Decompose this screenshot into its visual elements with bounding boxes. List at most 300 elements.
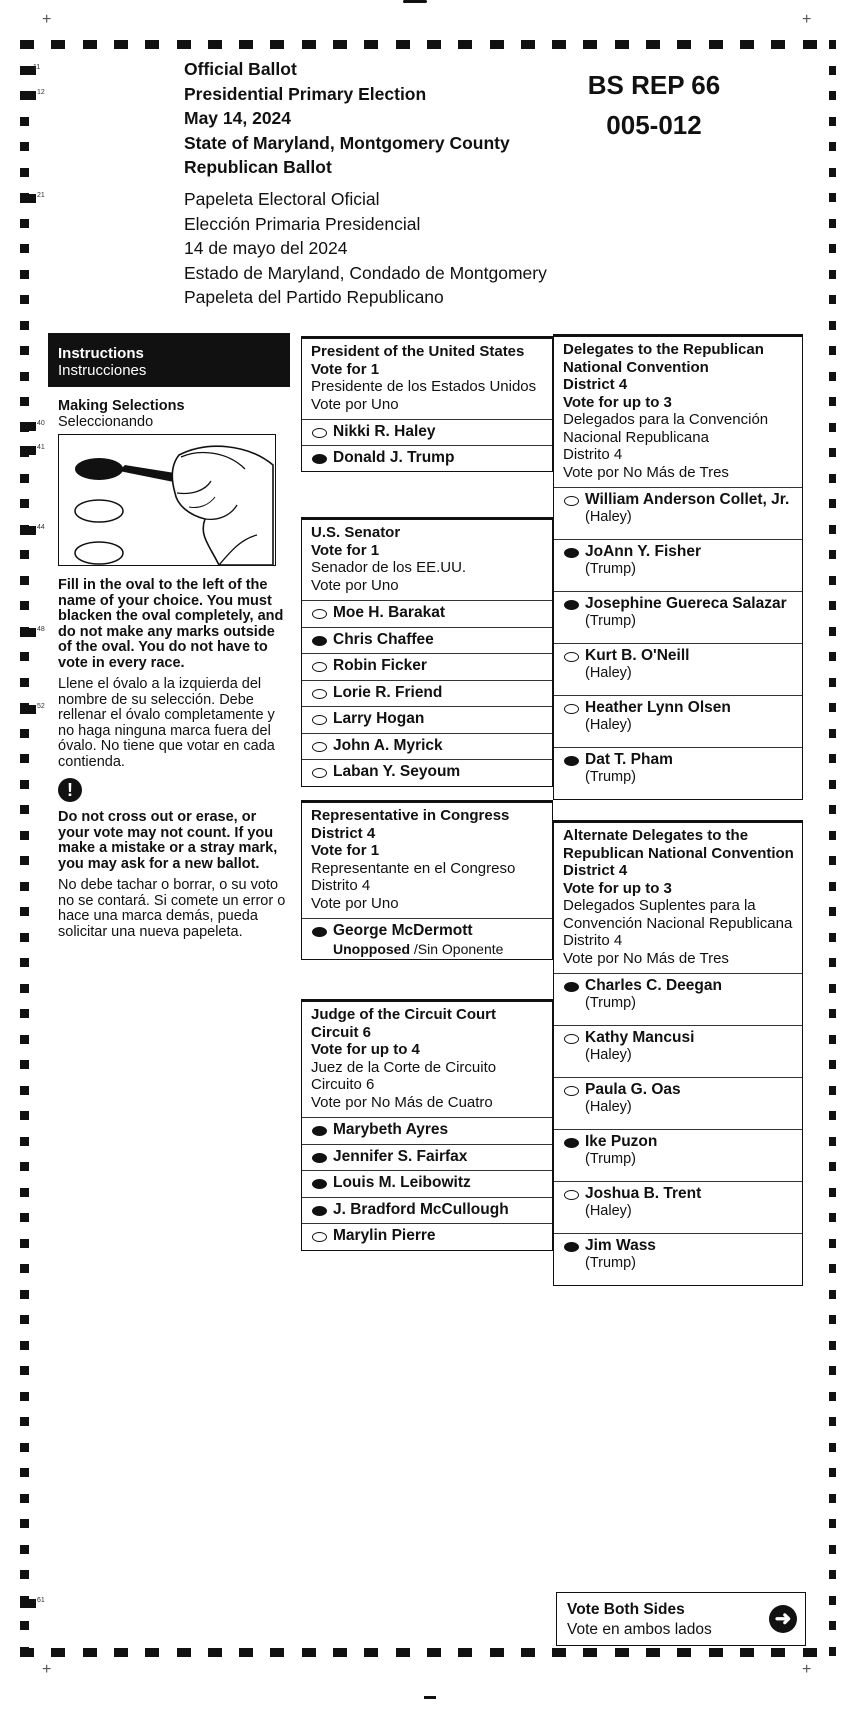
candidate-row[interactable]: [554, 539, 802, 591]
contest-header: [554, 823, 802, 973]
timing-mark: [829, 627, 836, 636]
timing-mark: [20, 1392, 29, 1401]
registration-cross-icon: +: [42, 11, 52, 28]
timing-mark: [83, 40, 97, 49]
vote-oval[interactable]: [312, 1126, 327, 1136]
contest-vote-for: Vote for 1: [311, 541, 380, 559]
candidate-row[interactable]: [302, 1144, 552, 1171]
vote-oval[interactable]: [564, 1086, 579, 1096]
timing-mark: [829, 754, 836, 763]
timing-mark: [20, 1621, 29, 1630]
candidate-note: [333, 941, 503, 957]
header-line: Estado de Maryland, Condado de Montgomery: [184, 262, 547, 283]
timing-mark: [829, 729, 836, 738]
vote-oval[interactable]: [312, 609, 327, 619]
timing-mark: [829, 1417, 836, 1426]
timing-mark: [583, 1648, 597, 1657]
timing-mark: [829, 1366, 836, 1375]
candidate-row[interactable]: [302, 918, 552, 959]
candidate-name: Lorie R. Friend: [333, 683, 443, 701]
candidate-row[interactable]: [302, 419, 552, 445]
header-line: Presidential Primary Election: [184, 83, 427, 104]
candidate-party: (Haley): [585, 717, 632, 733]
timing-mark: [829, 1545, 836, 1554]
candidate-name: Louis M. Leibowitz: [333, 1174, 471, 1191]
timing-mark: [615, 1648, 629, 1657]
candidate-list: [302, 600, 552, 786]
candidate-row[interactable]: [554, 643, 802, 695]
header-line: Republican Ballot: [184, 157, 332, 177]
timing-mark: [20, 1162, 29, 1171]
contest-vote-for: Vote for up to 3: [563, 879, 672, 897]
vote-oval[interactable]: [312, 1153, 327, 1163]
timing-mark: [20, 446, 36, 455]
timing-mark-number: 12: [37, 89, 45, 96]
timing-mark: [20, 1009, 29, 1018]
timing-mark: [20, 372, 29, 381]
candidate-name: Heather Lynn Olsen: [585, 699, 731, 716]
instructions-heading: [48, 333, 290, 387]
timing-mark: [20, 933, 29, 942]
timing-mark: [20, 1290, 29, 1299]
timing-mark: [829, 805, 836, 814]
timing-mark: [20, 628, 36, 637]
candidate-party: (Trump): [585, 1151, 637, 1167]
vote-oval[interactable]: [312, 636, 327, 646]
ballot-style-code: BS REP 66: [587, 70, 721, 100]
timing-mark: [20, 1545, 29, 1554]
vote-oval[interactable]: [564, 704, 579, 714]
candidate-name: Jennifer S. Fairfax: [333, 1147, 468, 1165]
vote-oval[interactable]: [564, 496, 579, 506]
candidate-row[interactable]: [302, 627, 552, 654]
timing-mark: [145, 1648, 159, 1657]
contest-title-es: Delegados para la Convención Nacional Republicana: [563, 411, 769, 446]
timing-mark: [20, 91, 36, 100]
timing-mark: [829, 1519, 836, 1528]
ballot-header-spanish: [184, 187, 547, 310]
candidate-party: (Trump): [585, 769, 637, 785]
contest-district: District 4: [311, 824, 376, 842]
candidate-party: (Trump): [585, 613, 637, 629]
timing-mark: [51, 40, 65, 49]
timing-mark: [20, 652, 29, 661]
candidate-row[interactable]: [554, 1077, 802, 1129]
timing-mark: [829, 168, 836, 177]
timing-mark: [829, 295, 836, 304]
candidate-party: (Trump): [585, 561, 637, 577]
candidate-row[interactable]: [554, 973, 802, 1025]
timing-mark: [20, 705, 36, 714]
timing-mark: [583, 40, 597, 49]
candidate-row[interactable]: [554, 1129, 802, 1181]
vote-oval[interactable]: [564, 982, 579, 992]
vote-oval[interactable]: [564, 1034, 579, 1044]
registration-cross-icon: +: [42, 1661, 52, 1678]
timing-mark: [20, 1599, 36, 1608]
timing-mark-number: 40: [37, 420, 45, 427]
contest-title: President of the United States: [311, 343, 525, 360]
registration-cross-icon: +: [802, 11, 812, 28]
timing-mark: [20, 526, 36, 535]
timing-mark: [829, 91, 836, 100]
timing-mark: [20, 244, 29, 253]
timing-mark: [145, 40, 159, 49]
timing-mark: [20, 1315, 29, 1324]
timing-mark: [20, 805, 29, 814]
candidate-name: Larry Hogan: [333, 710, 425, 727]
timing-mark: [20, 1086, 29, 1095]
vote-both-sides-label-es: Vote en ambos lados: [567, 1621, 712, 1638]
candidate-row[interactable]: [302, 680, 552, 707]
timing-mark: [829, 193, 836, 202]
candidate-row[interactable]: [302, 1197, 552, 1224]
candidate-name: J. Bradford McCullough: [333, 1200, 509, 1218]
timing-mark: [829, 1137, 836, 1146]
timing-mark: [829, 856, 836, 865]
making-selections-title-es: Seleccionando: [58, 413, 154, 430]
timing-mark: [829, 907, 836, 916]
contest-district: District 4: [563, 862, 628, 879]
candidate-name: Moe H. Barakat: [333, 604, 445, 621]
timing-mark: [364, 1648, 378, 1657]
vote-oval[interactable]: [564, 756, 579, 766]
contest-circuit-es: Circuito 6: [311, 1076, 375, 1093]
contest-vote-for: Vote for up to 4: [311, 1041, 420, 1058]
contest-vote-for-es: Vote por Uno: [311, 894, 399, 912]
vote-oval[interactable]: [312, 742, 327, 752]
vote-oval[interactable]: [312, 428, 327, 438]
timing-mark: [829, 678, 836, 687]
instructions-panel: [48, 333, 290, 940]
timing-mark-number: 52: [37, 703, 45, 710]
candidate-row[interactable]: [554, 1181, 802, 1233]
arrow-right-icon: ➜: [769, 1605, 797, 1633]
timing-mark: [20, 907, 29, 916]
vote-oval[interactable]: [564, 1138, 579, 1148]
timing-mark: [177, 40, 191, 49]
candidate-row[interactable]: [554, 1025, 802, 1077]
timing-mark: [270, 1648, 284, 1657]
header-line: Elección Primaria Presidencial: [184, 213, 421, 234]
timing-mark: [208, 1648, 222, 1657]
candidate-name: Dat T. Pham: [585, 751, 673, 768]
vote-oval[interactable]: [564, 600, 579, 610]
timing-mark: [20, 984, 29, 993]
candidate-name: Jim Wass: [585, 1237, 656, 1254]
timing-mark: [270, 40, 284, 49]
contest-us-senator: [301, 517, 553, 787]
timing-mark: [829, 703, 836, 712]
timing-mark: [20, 1111, 29, 1120]
candidate-row[interactable]: [302, 1170, 552, 1197]
timing-mark: [829, 831, 836, 840]
vote-oval[interactable]: [312, 689, 327, 699]
timing-mark: [829, 1647, 836, 1656]
contest-title: Delegates to the Republican National Convention: [563, 341, 764, 376]
vote-oval[interactable]: [564, 652, 579, 662]
candidate-row[interactable]: [302, 759, 552, 786]
timing-mark: [829, 780, 836, 789]
timing-mark: [829, 499, 836, 508]
contest-judge-circuit-court: [301, 999, 553, 1251]
contest-title: U.S. Senator: [311, 524, 401, 541]
timing-mark: [20, 270, 29, 279]
timing-mark: [829, 525, 836, 534]
timing-mark-number: 61: [37, 1597, 45, 1604]
timing-mark: [829, 1060, 836, 1069]
timing-mark: [20, 422, 36, 431]
candidate-name: Robin Ficker: [333, 657, 427, 674]
timing-mark: [829, 270, 836, 279]
candidate-row[interactable]: [302, 1223, 552, 1250]
fill-instructions-es: Llene el óvalo a la izquierda del nombre de su selección. Debe rellenar el óvalo completamente y no haga ninguna marca fuera del óvalo. No tiene que votar en cada contienda.: [58, 676, 275, 770]
timing-mark: [803, 1648, 817, 1657]
warning-icon: [58, 778, 82, 802]
timing-mark: [829, 321, 836, 330]
timing-mark: [829, 1315, 836, 1324]
candidate-row[interactable]: [302, 1117, 552, 1144]
timing-mark: [20, 1366, 29, 1375]
contest-title: Judge of the Circuit Court: [311, 1006, 496, 1023]
candidate-row[interactable]: [302, 706, 552, 733]
timing-mark: [427, 1648, 441, 1657]
timing-mark: [829, 1188, 836, 1197]
vote-oval[interactable]: [312, 454, 327, 464]
timing-mark: [829, 958, 836, 967]
candidate-name: Donald J. Trump: [333, 449, 455, 466]
timing-mark: [829, 1596, 836, 1605]
contest-district-es: Distrito 4: [563, 932, 623, 949]
candidate-party: (Trump): [585, 995, 637, 1011]
timing-mark: [829, 550, 836, 559]
timing-mark: [615, 40, 629, 49]
candidate-name: Marybeth Ayres: [333, 1121, 449, 1138]
timing-mark: [20, 882, 29, 891]
contest-district-es: Distrito 4: [311, 877, 371, 894]
timing-mark: [829, 1213, 836, 1222]
timing-mark: [20, 1468, 29, 1477]
vote-oval[interactable]: [312, 1232, 327, 1242]
contest-title-es: Presidente de los Estados Unidos: [311, 378, 537, 395]
timing-mark: [829, 117, 836, 126]
timing-mark: [829, 933, 836, 942]
timing-mark: [20, 754, 29, 763]
timing-mark: [829, 601, 836, 610]
timing-mark: [20, 958, 29, 967]
timing-mark: [20, 831, 29, 840]
timing-mark: [829, 1341, 836, 1350]
timing-mark: [829, 1494, 836, 1503]
timing-mark: [677, 1648, 691, 1657]
candidate-list: [554, 973, 802, 1285]
header-line: Official Ballot: [184, 59, 297, 79]
instructions-title-es: Instrucciones: [58, 362, 147, 379]
timing-mark-number: 48: [37, 626, 45, 633]
contest-vote-for-es: Vote por No Más de Tres: [563, 463, 729, 481]
candidate-list: [302, 1117, 552, 1250]
candidate-name: John A. Myrick: [333, 736, 443, 754]
header-line: May 14, 2024: [184, 108, 292, 128]
timing-mark: [20, 1570, 29, 1579]
timing-mark: [20, 1264, 29, 1273]
candidate-party: (Haley): [585, 1203, 632, 1219]
timing-mark: [803, 40, 817, 49]
header-line: State of Maryland, Montgomery County: [184, 132, 510, 153]
timing-mark: [20, 295, 29, 304]
timing-mark: [829, 474, 836, 483]
timing-mark: [20, 1443, 29, 1452]
contest-representative-congress: [301, 800, 553, 960]
timing-mark: [829, 1468, 836, 1477]
timing-mark-number: 21: [37, 192, 45, 199]
timing-mark: [829, 397, 836, 406]
timing-mark: [771, 1648, 785, 1657]
timing-mark: [490, 1648, 504, 1657]
timing-mark: [458, 40, 472, 49]
making-selections-title: Making Selections: [58, 398, 185, 414]
contest-title: Representative in Congress: [311, 807, 510, 824]
timing-mark: [771, 40, 785, 49]
contest-vote-for-es: Vote por Uno: [311, 395, 399, 413]
registration-cross-icon: +: [802, 1661, 812, 1678]
candidate-row[interactable]: [554, 747, 802, 799]
timing-mark: [51, 1648, 65, 1657]
timing-mark: [829, 1162, 836, 1171]
timing-mark: [302, 40, 316, 49]
top-center-mark: [403, 0, 427, 3]
timing-mark: [829, 984, 836, 993]
contest-header: [302, 339, 552, 419]
candidate-row[interactable]: [302, 600, 552, 627]
contest-circuit: Circuit 6: [311, 1023, 372, 1041]
vote-oval[interactable]: [312, 662, 327, 672]
candidate-name: Joshua B. Trent: [585, 1185, 702, 1202]
timing-mark: [829, 882, 836, 891]
warning-text-en: Do not cross out or erase, or your vote may not count. If you make a mistake or a stray mark, you may ask for a new ballot.: [58, 809, 278, 872]
warning-icon-glyph: !: [67, 780, 73, 800]
candidate-row[interactable]: [302, 445, 552, 471]
timing-mark: [20, 780, 29, 789]
candidate-row[interactable]: [302, 733, 552, 760]
timing-mark: [20, 678, 29, 687]
timing-mark: [20, 576, 29, 585]
candidate-party: (Haley): [585, 509, 632, 525]
candidate-name: Charles C. Deegan: [585, 977, 722, 994]
timing-mark: [829, 1621, 836, 1630]
vote-oval[interactable]: [312, 768, 327, 778]
timing-mark: [646, 1648, 660, 1657]
precinct-code: 005-012: [606, 110, 702, 140]
timing-mark: [20, 1137, 29, 1146]
timing-mark: [364, 40, 378, 49]
timing-mark: [20, 474, 29, 483]
vote-oval[interactable]: [312, 1206, 327, 1216]
candidate-row[interactable]: [554, 487, 802, 539]
timing-mark: [20, 397, 29, 406]
timing-mark-number: 11: [33, 64, 41, 71]
candidate-name: Marylin Pierre: [333, 1227, 436, 1244]
timing-mark: [829, 423, 836, 432]
contest-title-es: Representante en el Congreso: [311, 859, 516, 877]
vote-both-sides-notice: [556, 1592, 806, 1646]
timing-mark: [552, 40, 566, 49]
candidate-row[interactable]: [554, 695, 802, 747]
candidate-name: Chris Chaffee: [333, 630, 434, 648]
bottom-center-mark: [424, 1696, 436, 1699]
hand-filling-oval-illustration: [58, 434, 276, 566]
timing-mark: [20, 321, 29, 330]
contest-vote-for: Vote for 1: [311, 360, 380, 378]
contest-district-es: Distrito 4: [563, 446, 623, 463]
timing-mark: [829, 1111, 836, 1120]
timing-mark: [829, 372, 836, 381]
timing-mark: [829, 652, 836, 661]
timing-mark: [20, 499, 29, 508]
vote-oval[interactable]: [564, 1242, 579, 1252]
contest-header: [302, 803, 552, 918]
header-line: Papeleta del Partido Republicano: [184, 287, 444, 307]
timing-mark: [458, 1648, 472, 1657]
timing-mark: [427, 40, 441, 49]
unopposed-label: Unopposed: [333, 941, 410, 957]
timing-mark: [20, 601, 29, 610]
timing-mark: [114, 1648, 128, 1657]
timing-mark: [20, 1494, 29, 1503]
candidate-row[interactable]: [302, 653, 552, 680]
contest-title-es: Juez de la Corte de Circuito: [311, 1058, 497, 1076]
candidate-party: (Haley): [585, 665, 632, 681]
candidate-row[interactable]: [554, 1233, 802, 1285]
vote-oval[interactable]: [564, 1190, 579, 1200]
timing-mark: [829, 576, 836, 585]
vote-oval[interactable]: [564, 548, 579, 558]
timing-mark: [646, 40, 660, 49]
vote-oval[interactable]: [312, 1179, 327, 1189]
timing-mark: [20, 219, 29, 228]
contest-vote-for-es: Vote por Uno: [311, 576, 399, 594]
instructions-title: Instructions: [58, 345, 144, 362]
candidate-name: JoAnn Y. Fisher: [585, 543, 701, 560]
timing-mark: [829, 40, 836, 49]
timing-mark: [740, 1648, 754, 1657]
vote-oval[interactable]: [312, 927, 327, 937]
timing-mark: [114, 40, 128, 49]
contest-header: [554, 337, 802, 487]
contest-title-es: Delegados Suplentes para la Convención Nacional Republicana: [563, 897, 793, 932]
timing-mark: [20, 856, 29, 865]
vote-oval[interactable]: [312, 715, 327, 725]
contest-vote-for: Vote for 1: [311, 842, 380, 859]
contest-vote-for-es: Vote por No Más de Tres: [563, 949, 729, 967]
timing-mark: [829, 219, 836, 228]
timing-mark: [829, 346, 836, 355]
candidate-row[interactable]: [554, 591, 802, 643]
timing-mark: [709, 1648, 723, 1657]
timing-mark: [829, 1570, 836, 1579]
timing-mark: [20, 1239, 29, 1248]
timing-mark: [829, 244, 836, 253]
vote-both-sides-label: Vote Both Sides: [567, 1601, 685, 1618]
candidate-name: Paula G. Oas: [585, 1081, 681, 1098]
contest-vote-for: Vote for up to 3: [563, 393, 672, 411]
timing-mark: [20, 550, 29, 559]
timing-mark: [333, 1648, 347, 1657]
timing-mark: [20, 194, 36, 203]
timing-mark: [829, 1239, 836, 1248]
timing-mark: [829, 1264, 836, 1273]
contest-vote-for-es: Vote por No Más de Cuatro: [311, 1093, 493, 1111]
